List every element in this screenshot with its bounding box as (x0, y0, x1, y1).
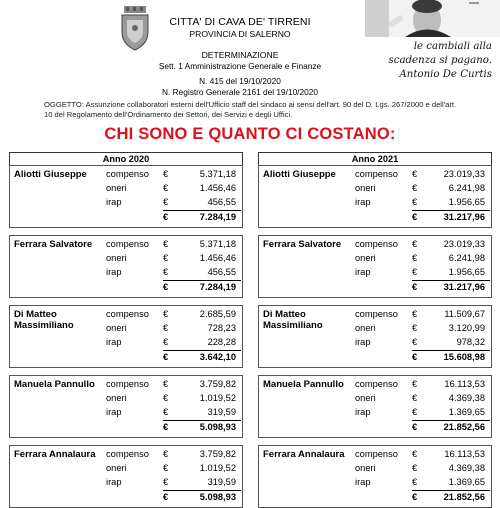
person-block (9, 235, 243, 298)
table-2020 (9, 152, 243, 508)
total-value: 21.852,56 (443, 422, 485, 432)
document-header (150, 16, 330, 39)
oneri-value: 6.241,98 (448, 253, 485, 263)
compenso-value: 16.113,53 (444, 449, 485, 459)
label-compenso: compenso (106, 379, 149, 389)
person-name: Manuela Pannullo (263, 379, 344, 390)
label-oneri: oneri (355, 393, 376, 403)
quote-line-1: le cambiali alla (413, 41, 492, 52)
total-value: 5.098,93 (199, 492, 236, 502)
irap-value: 456,55 (207, 267, 236, 277)
person-block (258, 445, 492, 508)
euro-sign: € (412, 393, 418, 403)
compenso-value: 5.371,18 (199, 239, 236, 249)
oneri-value: 4.369,38 (448, 393, 485, 403)
person-name: Ferrara Salvatore (14, 239, 93, 250)
person-name: Manuela Pannullo (14, 379, 95, 390)
determination-info (150, 50, 330, 98)
compenso-value: 3.759,82 (199, 449, 236, 459)
euro-sign: € (163, 422, 169, 432)
person-block (9, 375, 243, 438)
compenso-value: 3.759,82 (199, 379, 236, 389)
label-oneri: oneri (355, 323, 376, 333)
euro-sign: € (163, 169, 169, 179)
compenso-value: 2.685,59 (199, 309, 236, 319)
compenso-value: 23.019,33 (443, 169, 485, 179)
euro-sign: € (163, 393, 169, 403)
label-irap: irap (355, 477, 371, 487)
euro-sign: € (412, 197, 418, 207)
province-name: PROVINCIA DI SALERNO (189, 29, 291, 39)
label-compenso: compenso (106, 239, 149, 249)
person-block (9, 305, 243, 368)
oneri-value: 728,23 (207, 323, 236, 333)
person-block (9, 165, 243, 228)
label-compenso: compenso (355, 379, 398, 389)
label-oneri: oneri (106, 323, 127, 333)
euro-sign: € (163, 282, 169, 292)
person-name: Aliotti Giuseppe (14, 169, 87, 180)
label-compenso: compenso (355, 449, 398, 459)
label-compenso: compenso (355, 309, 398, 319)
euro-sign: € (412, 492, 418, 502)
irap-value: 319,59 (207, 477, 236, 487)
euro-sign: € (412, 309, 418, 319)
euro-sign: € (412, 422, 418, 432)
label-irap: irap (355, 407, 371, 417)
oneri-value: 1.456,46 (199, 253, 236, 263)
quote (372, 40, 500, 82)
label-irap: irap (106, 407, 122, 417)
euro-sign: € (163, 337, 169, 347)
oneri-value: 1.019,52 (199, 393, 236, 403)
euro-sign: € (412, 449, 418, 459)
person-block (258, 305, 492, 368)
euro-sign: € (163, 197, 169, 207)
sector: Sett. 1 Amministrazione Generale e Finanze (158, 61, 322, 71)
register-number: N. Registro Generale 2161 del 19/10/2020 (162, 87, 318, 97)
year-header: Anno 2021 (258, 152, 492, 165)
label-compenso: compenso (106, 169, 149, 179)
euro-sign: € (412, 337, 418, 347)
label-oneri: oneri (106, 253, 127, 263)
irap-value: 1.369,65 (448, 477, 485, 487)
euro-sign: € (412, 239, 418, 249)
euro-sign: € (163, 239, 169, 249)
doc-type: DETERMINAZIONE (201, 50, 279, 60)
irap-value: 228,28 (207, 337, 236, 347)
table-2021 (258, 152, 492, 508)
euro-sign: € (163, 449, 169, 459)
euro-sign: € (163, 463, 169, 473)
euro-sign: € (412, 407, 418, 417)
total-value: 5.098,93 (199, 422, 236, 432)
label-irap: irap (106, 267, 122, 277)
label-oneri: oneri (106, 393, 127, 403)
person-block (258, 235, 492, 298)
label-irap: irap (355, 197, 371, 207)
euro-sign: € (163, 309, 169, 319)
euro-sign: € (412, 282, 418, 292)
euro-sign: € (412, 183, 418, 193)
person-block (9, 445, 243, 508)
total-value: 31.217,96 (443, 212, 485, 222)
label-compenso: compenso (355, 239, 398, 249)
label-oneri: oneri (106, 463, 127, 473)
person-name: Ferrara Annalaura (14, 449, 96, 460)
year-header: Anno 2020 (9, 152, 243, 165)
irap-value: 1.369,65 (448, 407, 485, 417)
label-oneri: oneri (355, 463, 376, 473)
label-compenso: compenso (106, 309, 149, 319)
label-compenso: compenso (355, 169, 398, 179)
oneri-value: 4.369,38 (448, 463, 485, 473)
euro-sign: € (163, 267, 169, 277)
label-irap: irap (106, 477, 122, 487)
city-name: CITTA' DI CAVA DE' TIRRENI (169, 16, 311, 28)
euro-sign: € (163, 352, 169, 362)
irap-value: 1.956,65 (448, 267, 485, 277)
person-name: Di Matteo Massimiliano (263, 309, 323, 331)
quote-line-2: scadenza si pagano. (388, 55, 492, 66)
page-title: CHI SONO E QUANTO CI COSTANO: (104, 125, 396, 143)
euro-sign: € (163, 323, 169, 333)
compenso-value: 11.509,67 (444, 309, 485, 319)
compenso-value: 23.019,33 (443, 239, 485, 249)
irap-value: 978,32 (456, 337, 485, 347)
quote-author: Antonio De Curtis (399, 69, 492, 80)
label-oneri: oneri (355, 183, 376, 193)
irap-value: 1.956,65 (448, 197, 485, 207)
euro-sign: € (412, 253, 418, 263)
oneri-value: 1.019,52 (199, 463, 236, 473)
euro-sign: € (412, 212, 418, 222)
euro-sign: € (412, 323, 418, 333)
euro-sign: € (163, 183, 169, 193)
total-value: 7.284,19 (199, 212, 236, 222)
euro-sign: € (412, 267, 418, 277)
total-value: 21.852,56 (443, 492, 485, 502)
euro-sign: € (163, 212, 169, 222)
city-coat-of-arms (118, 6, 152, 52)
label-irap: irap (355, 337, 371, 347)
euro-sign: € (412, 169, 418, 179)
total-value: 15.608,98 (443, 352, 485, 362)
oggetto-text: OGGETTO: Assunzione collaboratori esterni dell'Ufficio staff del sindaco ai sensi dell'art. 90 del D. Lgs. 267/2000 e dell'art. 10 del Regolamento dell'Ordinamento dei Settori, dei Servizi e degli Uffici. (44, 100, 457, 119)
compenso-value: 16.113,53 (444, 379, 485, 389)
total-value: 7.284,19 (199, 282, 236, 292)
person-block (258, 165, 492, 228)
euro-sign: € (412, 379, 418, 389)
euro-sign: € (163, 477, 169, 487)
euro-sign: € (412, 463, 418, 473)
total-value: 31.217,96 (443, 282, 485, 292)
determination-number: N. 415 del 19/10/2020 (199, 76, 281, 86)
label-irap: irap (106, 337, 122, 347)
total-value: 3.642,10 (199, 352, 236, 362)
euro-sign: € (163, 379, 169, 389)
compenso-value: 5.371,18 (199, 169, 236, 179)
person-block (258, 375, 492, 438)
euro-sign: € (163, 492, 169, 502)
label-irap: irap (355, 267, 371, 277)
person-name: Ferrara Annalaura (263, 449, 345, 460)
oneri-value: 3.120,99 (448, 323, 485, 333)
euro-sign: € (163, 407, 169, 417)
oneri-value: 6.241,98 (448, 183, 485, 193)
euro-sign: € (163, 253, 169, 263)
euro-sign: € (412, 477, 418, 487)
irap-value: 319,59 (207, 407, 236, 417)
label-irap: irap (106, 197, 122, 207)
oneri-value: 1.456,46 (199, 183, 236, 193)
person-name: Di Matteo Massimiliano (14, 309, 74, 331)
person-name: Aliotti Giuseppe (263, 169, 336, 180)
label-oneri: oneri (355, 253, 376, 263)
label-compenso: compenso (106, 449, 149, 459)
person-name: Ferrara Salvatore (263, 239, 342, 250)
euro-sign: € (412, 352, 418, 362)
toto-photo (365, 0, 500, 37)
irap-value: 456,55 (207, 197, 236, 207)
label-oneri: oneri (106, 183, 127, 193)
